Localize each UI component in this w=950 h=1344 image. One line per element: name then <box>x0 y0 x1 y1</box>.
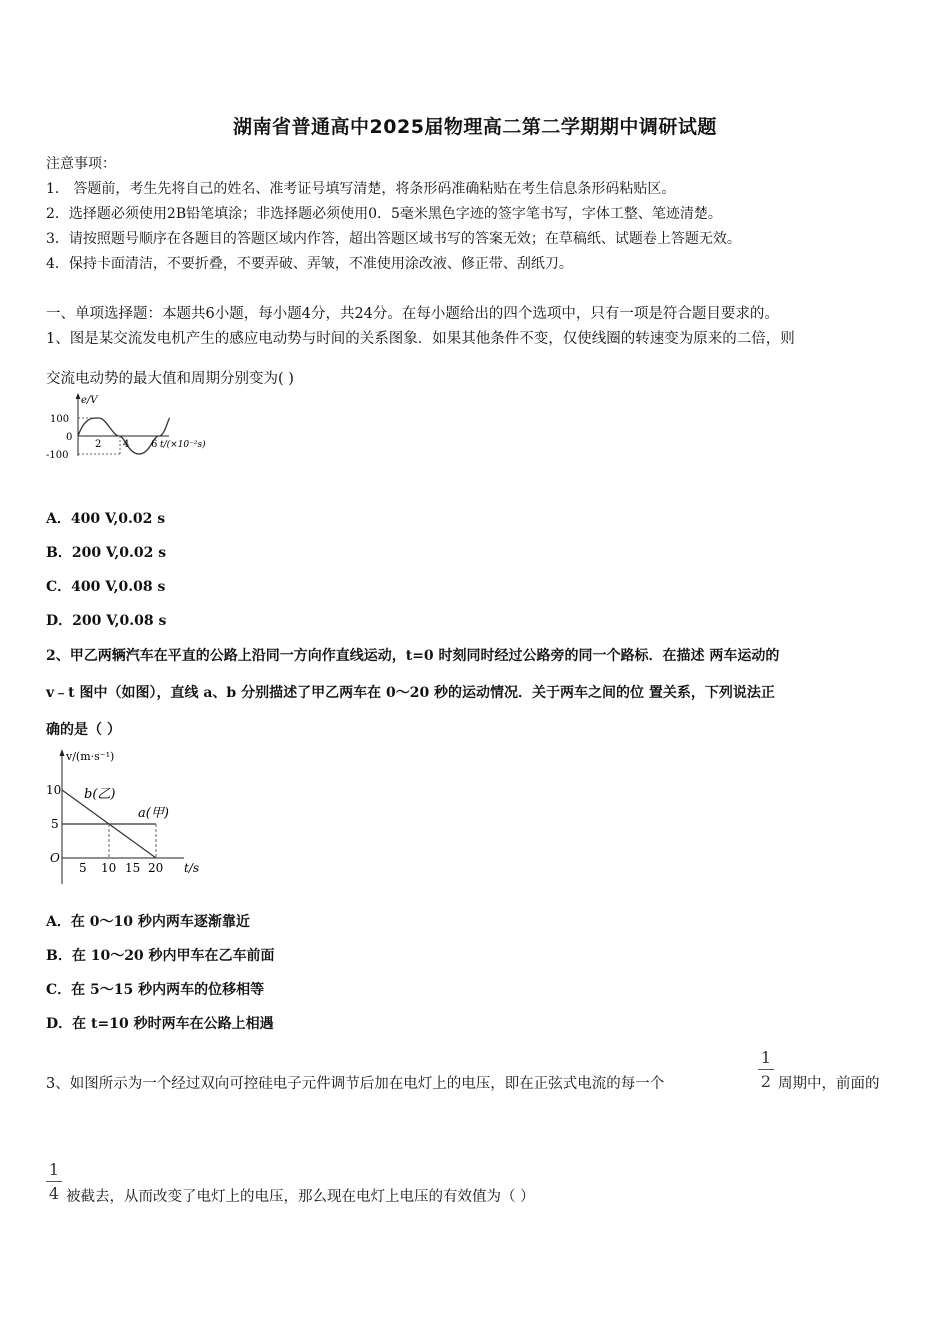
question-1-stem-cont: 交流电动势的最大值和周期分别变为( ) <box>46 371 294 387</box>
q1-option-b: B．200 V,0.02 s <box>46 545 167 561</box>
x-tick: 5 <box>79 861 87 875</box>
x-tick: 10 <box>101 861 117 875</box>
q2-option-d: D．在 t=10 秒时两车在公路上相遇 <box>46 1016 274 1032</box>
q2-vt-figure <box>44 746 209 888</box>
question-3-stem-cont: 被截去，从而改变了电灯上的电压，那么现在电灯上电压的有效值为（ ） <box>66 1189 535 1205</box>
question-3-stem-tail: 周期中，前面的 <box>778 1076 880 1092</box>
y-tick: 10 <box>46 783 62 797</box>
fraction-denominator: 4 <box>48 1184 60 1203</box>
fraction-bar <box>758 1069 774 1070</box>
q1-option-d: D．200 V,0.08 s <box>46 613 167 629</box>
x-axis-label: t/s <box>184 861 200 875</box>
notice-heading: 注意事项： <box>46 156 116 172</box>
question-2-stem-cont: v﹣t 图中（如图），直线 a、b 分别描述了甲乙两车在 0～20 秒的运动情况．关于两车之间的位 置关系，下列说法正 <box>46 685 775 701</box>
q2-option-b: B．在 10～20 秒内甲车在乙车前面 <box>46 948 275 964</box>
page-title: 湖南省普通高中2025届物理高二第二学期期中调研试题 <box>233 116 717 138</box>
line-a-label: a(甲) <box>138 806 169 821</box>
fraction-numerator: 1 <box>760 1048 772 1067</box>
y-axis-arrow <box>76 393 81 399</box>
question-3-stem: 3、如图所示为一个经过双向可控硅电子元件调节后加在电灯上的电压，即在正弦式电流的每一个 <box>46 1076 665 1092</box>
line-b-label: b(乙) <box>84 787 116 802</box>
fraction-denominator: 2 <box>760 1072 772 1091</box>
y-tick: O <box>50 851 60 865</box>
y-tick: -100 <box>46 450 69 461</box>
q2-option-a: A．在 0～10 秒内两车逐渐靠近 <box>46 914 250 930</box>
question-2-stem: 2、甲乙两辆汽车在平直的公路上沿同一方向作直线运动，t=0 时刻同时经过公路旁的同一个路标．在描述 两车运动的 <box>46 648 780 664</box>
x-tick: 4 <box>123 439 130 450</box>
q1-option-c: C．400 V,0.08 s <box>46 579 166 595</box>
fraction-bar <box>46 1181 62 1182</box>
x-tick: 20 <box>148 861 164 875</box>
y-axis-label: v/(m·s⁻¹) <box>66 750 115 763</box>
y-tick: 0 <box>66 432 73 443</box>
question-1-stem: 1、图是某交流发电机产生的感应电动势与时间的关系图象．如果其他条件不变，仅使线圈的转速变为原来的二倍，则 <box>46 331 795 347</box>
notice-item: 1． 答题前，考生先将自己的姓名、准考证号填写清楚，将条形码准确粘贴在考生信息条形码粘贴区。 <box>46 181 676 197</box>
notice-item: 3．请按照题号顺序在各题目的答题区域内作答，超出答题区域书写的答案无效；在草稿纸、试题卷上答题无效。 <box>46 231 741 247</box>
x-tick: 15 <box>125 861 141 875</box>
fraction-one-half <box>758 1048 774 1091</box>
fraction-numerator: 1 <box>48 1160 60 1179</box>
notice-item: 2．选择题必须使用2B铅笔填涂；非选择题必须使用0．5毫米黑色字迹的签字笔书写，字体工整、笔迹清楚。 <box>46 206 722 222</box>
x-tick: 6 <box>151 439 158 450</box>
section-heading: 一、单项选择题：本题共6小题，每小题4分，共24分。在每小题给出的四个选项中，只有一项是符合题目要求的。 <box>46 306 779 322</box>
q2-option-c: C．在 5～15 秒内两车的位移相等 <box>46 982 265 998</box>
question-2-stem-end: 确的是（ ） <box>46 722 121 738</box>
y-axis-arrow <box>60 749 65 756</box>
q1-option-a: A．400 V,0.02 s <box>46 511 166 527</box>
x-tick: 2 <box>95 439 102 450</box>
q1-sine-figure <box>44 390 224 462</box>
notice-item: 4．保持卡面清洁，不要折叠，不要弄破、弄皱，不准使用涂改液、修正带、刮纸刀。 <box>46 256 573 272</box>
y-tick: 5 <box>51 817 59 831</box>
y-axis-label: e/V <box>81 395 98 406</box>
y-tick: 100 <box>50 414 70 425</box>
x-axis-label: t/(×10⁻²s) <box>160 440 206 450</box>
fraction-one-quarter <box>46 1160 62 1203</box>
